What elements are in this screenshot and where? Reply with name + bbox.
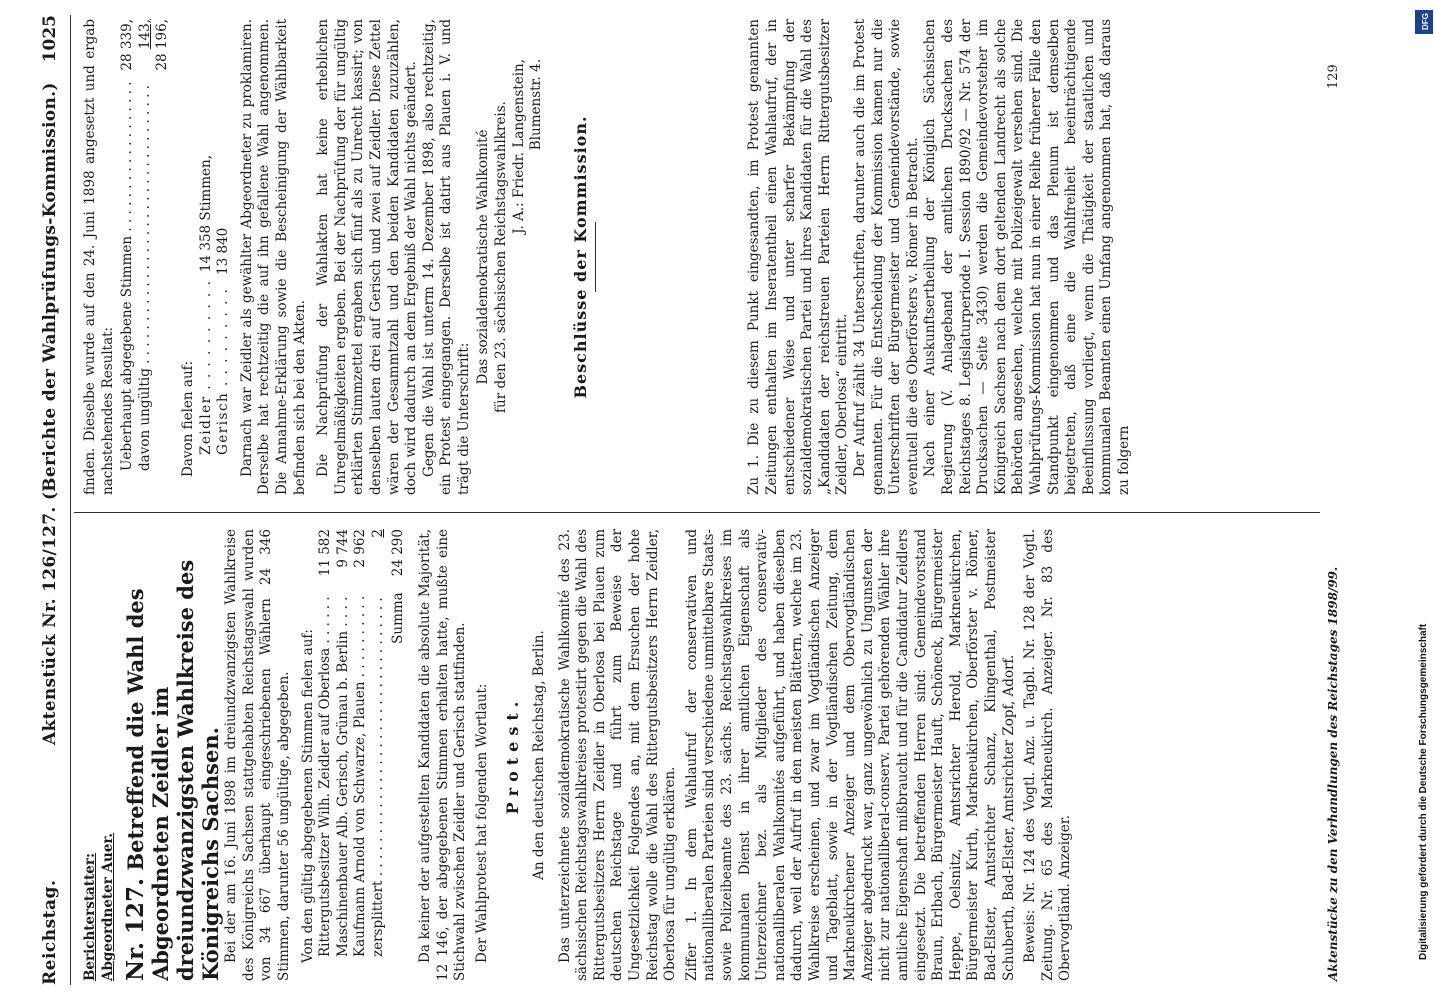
column-left [82, 529, 1075, 981]
title-text: Betreffend die Wahl des Abgeordneten Zeidler im dreiundzwanzigsten Wahlkreise des Königreichs Sachsen. [123, 559, 224, 981]
vote-row [335, 529, 353, 957]
stichwahl-paragraph: finden. Dieselbe wurde auf den 24. Juni 1898 angesetzt und ergab nachstehendes Resultat: [82, 19, 116, 495]
column-right [82, 19, 1134, 495]
sum-label: Summa [389, 592, 406, 644]
result-row [119, 19, 137, 471]
result-label [154, 77, 172, 471]
rotated-page [30, 15, 1360, 985]
paragraph-protest-eingang: Gegen die Wahl ist unterm 14. Dezember 1898, also rechtzeitig, ein Protest eingegangen. Derselbe ist datirt aus Plauen i. V. und trägt die Unterschrift: [420, 19, 472, 495]
header-rule [70, 15, 71, 985]
page-header [34, 15, 68, 985]
watermark [1414, 10, 1434, 990]
signature-line-4: Blumenstr. 4. [528, 59, 545, 151]
vote-value: 2 962 [352, 529, 369, 568]
davon-name: Gerisch . . . [215, 285, 233, 455]
title-number: Nr. 127. [122, 877, 150, 981]
result-value: 143, [136, 19, 153, 50]
result-label: Ueberhaupt abgegebene Stimmen . . . [119, 83, 137, 471]
reporter-name: Abgeordneter Auer. [99, 833, 116, 981]
watermark-text: Digitalisierung gefördert durch die Deutsche Forschungsgemeinschaft [1418, 623, 1429, 960]
result-row [137, 19, 155, 471]
reporter-label: Berichterstatter: [82, 853, 98, 981]
document-title [123, 529, 223, 981]
paragraph-proklamation: Darnach war Zeidler als gewählter Abgeordneter zu proklamiren. Derselbe hat rechtzeitig die auf ihn gefallene Wahl angenommen. Die Annahme-Erklärung sowie die Bescheinigung der Wählbarkeit befinden sich bei den Akten. [238, 19, 308, 495]
davon-label: Davon fielen auf: [179, 360, 196, 477]
vote-label: Maschinenbauer Alb. Gerisch, Grünau b. Berlin . . . [335, 593, 353, 957]
intro-paragraph: Bei der am 16. Juni 1898 im dreiundzwanzigsten Wahlkreise des Königreichs Sachsen stattgehabten Reichstagswahl wurden von 34 667 überhaupt eingeschriebenen Wählern 24 346 Stimmen, darunter 56 ungültige, abgegeben. [223, 529, 292, 981]
sheet-number: 129 [1326, 64, 1341, 89]
davon-value: 14 358 Stimmen, [197, 155, 214, 273]
sum-value: 24 290 [389, 529, 406, 577]
vote-label: zersplittert . . . [370, 593, 388, 957]
vote-value: 9 744 [334, 529, 351, 568]
header-left: Reichstag. [40, 879, 60, 985]
davon-row [198, 155, 216, 455]
votes-list [317, 529, 407, 981]
protest-ziffer-1: Ziffer 1. In dem Wahlaufruf der conservativen und nationalliberalen Parteien sind verschiedene unmittelbare Staats- sowie Polizeibeamte des 23. sächs. Reichstagswahlkreises im kommunalen Dienst in ihrer amtlichen Eigenschaft als Unterzeichner bez. als Mitglieder des conservativ-nationalliberalen Wahlkomités aufgeführt, und haben dieselben dadurch, weil der Aufruf in den meisten Blättern, welche im 23. Wahlkreise erscheinen, und zwar im Vogtländischen Anzeiger und Tageblatt, sowie in der Vogtländischen Zeitung, dem Markneukirchener Anzeiger und dem Obervogtländischen Anzeiger abgedruckt war, ganz ungewöhnlich zu Ungunsten der nicht zur nationalliberal-conserv. Partei gehörenden Wähler ihre amtliche Eigenschaft mißbraucht und für die Candidatur Zeidlers eingesetzt. Die betreffenden Herren sind: Gemeindevorstand Braun, Erlbach, Bürgermeister Hauft, Schöneck, Bürgermeister Heppe, Oelsnitz, Amtsrichter Herold, Markneukirchen, Bürgermeister Kurth, Markneukirchen, Oberförster v. Römer, Bad-Elster, Amtsrichter Schanz, Klingenthal, Postmeister Schuberth, Bad-Elster, Amtsrichter Zopf, Adorf. [683, 529, 1017, 981]
dfg-logo-text: DFG [1420, 13, 1430, 30]
signature-line-2: für den 23. sächsischen Reichstagswahlkreis. [493, 101, 510, 413]
vote-label: Rittergutsbesitzer Wilh. Zeidler auf Oberlosa . . . [317, 593, 335, 957]
dfg-logo [1415, 10, 1433, 34]
result-row [154, 19, 172, 471]
vote-sum [390, 529, 408, 957]
protest-beweis: Beweis: Nr. 124 des Vogtl. Anz. u. Tagbl. Nr. 128 der Vogtl. Zeitung. Nr. 65 des Markneukirch. Anzeiger. Nr. 83 des Obervogtländ. Anzeiger. [1022, 529, 1074, 981]
vote-row [317, 529, 335, 957]
signature-line-1: Das sozialdemokratische Wahlkomité [475, 129, 492, 385]
page-number: 1025 [40, 15, 60, 63]
protest-paragraph: Das unterzeichnete sozialdemokratische Wahlkomité des 23. sächsischen Reichstagswahlkreises protestirt gegen die Wahl des Rittergutsbesitzers Herrn Zeidler in Oberlosa bei Plauen zum deutschen Reichstage und führt zum Beweise der Ungesetzlichkeit Folgendes an, mit dem Ersuchen der hohe Reichstag wolle die Wahl des Rittergutsbesitzers Herrn Zeidler, Oberlosa für ungültig erklären. [556, 529, 679, 981]
davon-list [198, 155, 233, 495]
result-value: 28 196, [154, 19, 171, 71]
protest-address: An den deutschen Reichstag, Berlin. [531, 630, 548, 880]
column-divider [74, 512, 1320, 513]
section-heading: Beschlüsse der Kommission. [570, 115, 590, 399]
paragraph-auskunft: Nach einer Auskunftsertheilung der Königlich Sächsischen Regierung (V. Anlageband der amtlichen Drucksachen des Reichstages 8. Legislaturperiode I. Session 1890/92 — Nr. 574 der Drucksachen — Seite 3430) werden die Gemeindevorsteher im Königreich Sachsen nach dem dort geltenden Landrecht als solche Behörden angesehen, welche mit Polizeigewalt versehen sind. Die Wahlprüfungs-Kommission hat nun in einer Reihe früherer Fälle den Standpunkt eingenommen und das Plenum ist demselben beigetreten, daß eine die Wahlfreiheit beeinträchtigende Beeinflussung vorliegt, wenn die Thätigkeit der staatlichen und kommunalen Beamten einen Umfang angenommen hat, daß daraus zu folgern [922, 19, 1132, 495]
vote-row [370, 529, 388, 957]
vote-label: Kaufmann Arnold von Schwarze, Plauen . . . [352, 593, 370, 957]
davon-row [215, 155, 233, 455]
vote-value: 11 582 [317, 529, 334, 577]
davon-value: 13 840 [215, 227, 232, 275]
vote-value: 2 [369, 529, 386, 538]
result-label: davon ungültig . . . [137, 83, 155, 471]
paragraph-zu-1: Zu 1. Die zu diesem Punkt eingesandten, im Protest genannten Zeitungen enthalten im Inseratentheil einen Wahlaufruf, der in entschiedener Weise und unter scharfer Bekämpfung der sozialdemokratischen Partei und ihres Kandidaten für die Wahl des „Kandidaten der reichstreuen Parteien Herrn Rittergutsbesitzer Zeidler, Oberlosa“ eintritt. [746, 19, 851, 495]
protest-heading: Protest. [502, 695, 522, 815]
vote-row [352, 529, 370, 957]
paragraph-aufruf: Der Aufruf zählt 34 Unterschriften, darunter auch die im Protest genannten. Für die Entscheidung der Kommission kamen nur die Unterschriften der Bürgermeister und Gemeindevorstände, sowie eventuell die des Oberförsters v. Römer in Betracht. [852, 19, 921, 495]
davon-name: Zeidler . . . [198, 281, 216, 455]
footnote: Aktenstücke zu den Verhandlungen des Reichstages 1898/99. [1326, 566, 1340, 981]
result-value: 28 339, [119, 19, 136, 71]
stichwahl-results [119, 19, 172, 495]
paragraph-majority: Da keiner der aufgestellten Kandidaten die absolute Majorität, 12 146, der abgegebenen Stimmen erhalten hatte, mußte eine Stichwahl zwischen Zeidler und Gerisch stattfinden. [417, 529, 469, 981]
paragraph-nachpruefung: Die Nachprüfung der Wahlakten hat keine erheblichen Unregelmäßigkeiten ergeben. Bei der Nachprüfung der für ungültig erklärten Stimmzettel ergaben sich fünf als zu Unrecht kassirt; von denselben lauten drei auf Gerisch und zwei auf Zeidler. Diese Zettel wären der Gesammtzahl und den beiden Kandidaten zuzuzählen, doch wird dadurch an dem Ergebniß der Wahl nichts geändert. [315, 19, 420, 495]
section-rule [595, 222, 596, 292]
paragraph-wortlaut: Der Wahlprotest hat folgenden Wortlaut: [473, 683, 490, 963]
votes-intro: Von den gültig abgegebenen Stimmen fielen auf: [299, 629, 316, 963]
header-center: Aktenstück Nr. 126/127. (Berichte der Wahlprüfungs-Kommission.) [40, 82, 60, 745]
signature-line-3: J. A.: Friedr. Langenstein, [510, 59, 527, 234]
